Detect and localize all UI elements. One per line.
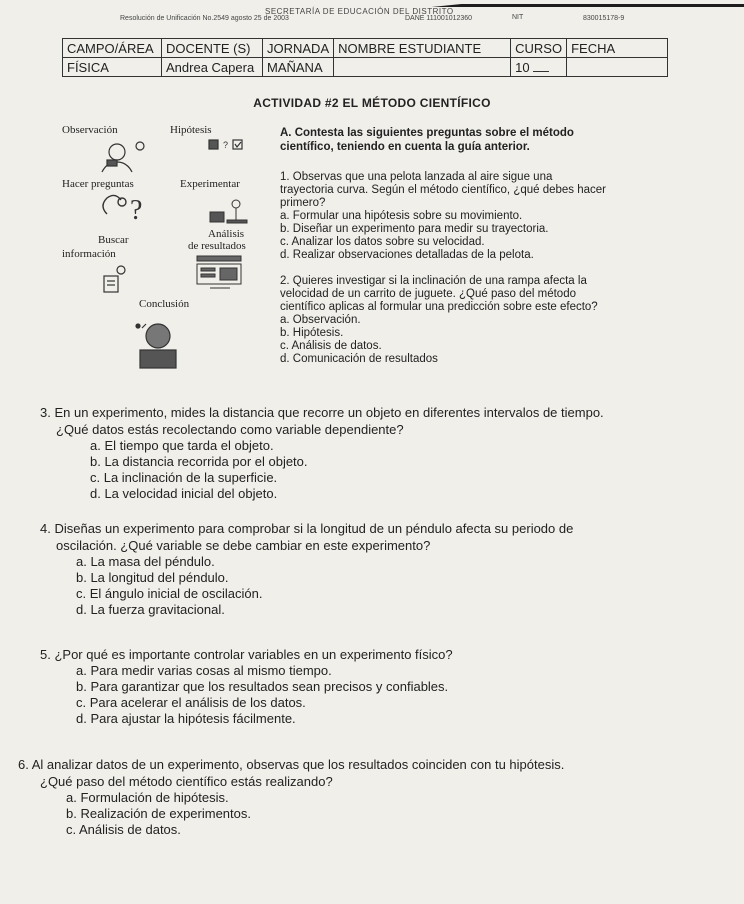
q3-option-a[interactable]: a. El tiempo que tarda el objeto. xyxy=(90,438,274,453)
q5-option-a[interactable]: a. Para medir varias cosas al mismo tiempo. xyxy=(76,663,332,678)
q5-option-b[interactable]: b. Para garantizar que los resultados sean precisos y confiables. xyxy=(76,679,449,694)
q3-option-d[interactable]: d. La velocidad inicial del objeto. xyxy=(90,486,278,501)
curso-value: 10 xyxy=(511,58,567,77)
question-3 xyxy=(40,404,730,502)
q3-line-1: 3. En un experimento, mides la distancia que recorre un objeto en diferentes intervalos de tiempo. xyxy=(40,405,604,420)
q2-option-c[interactable]: c. Análisis de datos. xyxy=(280,340,382,352)
q5-line-1: 5. ¿Por qué es importante controlar variables en un experimento físico? xyxy=(40,647,453,662)
scientific-method-diagram xyxy=(62,118,272,378)
jornada-value: MAÑANA xyxy=(263,58,334,77)
q6-line-1: 6. Al analizar datos de un experimento, observas que los resultados coinciden con tu hipótesis. xyxy=(18,757,565,772)
diagram-icons xyxy=(62,118,272,378)
label-informacion: información xyxy=(62,248,116,260)
label-conclusion: Conclusión xyxy=(139,298,190,310)
q2-option-b[interactable]: b. Hipótesis. xyxy=(280,327,344,339)
info-value-row xyxy=(63,58,668,77)
svg-text:?: ? xyxy=(130,195,143,226)
check-x-icon xyxy=(209,140,242,150)
svg-text:?: ? xyxy=(223,140,229,150)
q1-option-b[interactable]: b. Diseñar un experimento para medir su trayectoria. xyxy=(280,223,549,235)
question-2 xyxy=(280,275,700,366)
student-info-table xyxy=(62,38,668,77)
q2-line-3: científico aplicas al formular una predicción sobre este efecto? xyxy=(280,301,598,313)
label-analisis: Análisis xyxy=(208,228,245,240)
dane-text: DANE 111001012360 xyxy=(405,15,473,22)
section-a-line-2: científico, teniendo en cuenta la guía anterior. xyxy=(280,141,530,153)
question-1 xyxy=(280,171,700,262)
campo-header: CAMPO/ÁREA xyxy=(63,39,162,58)
q1-line-1: 1. Observas que una pelota lanzada al aire sigue una xyxy=(280,171,553,183)
magnifier-book-icon xyxy=(104,266,125,292)
q6-option-c[interactable]: c. Análisis de datos. xyxy=(66,822,181,837)
nit-number: 830015178-9 xyxy=(583,15,625,22)
lamp-question-icon xyxy=(103,195,142,226)
resolucion-text: Resolución de Unificación No.2549 agosto 25 de 2003 xyxy=(120,15,289,22)
q3-line-2: ¿Qué datos estás recolectando como variable dependiente? xyxy=(56,422,404,437)
q1-line-3: primero? xyxy=(280,197,326,209)
q6-option-a[interactable]: a. Formulación de hipótesis. xyxy=(66,790,229,805)
q4-option-a[interactable]: a. La masa del péndulo. xyxy=(76,554,215,569)
q6-options xyxy=(18,790,738,838)
q6-line-2: ¿Qué paso del método científico estás realizando? xyxy=(40,774,333,789)
q1-line-2: trayectoria curva. Según el método científico, ¿qué debes hacer xyxy=(280,184,607,196)
info-header-row xyxy=(63,39,668,58)
q2-option-a[interactable]: a. Observación. xyxy=(280,314,361,326)
question-4 xyxy=(40,520,730,618)
campo-value: FÍSICA xyxy=(63,58,162,77)
lab-equipment-icon xyxy=(210,200,247,223)
nombre-header: NOMBRE ESTUDIANTE xyxy=(334,39,511,58)
q6-option-b[interactable]: b. Realización de experimentos. xyxy=(66,806,251,821)
jornada-header: JORNADA xyxy=(263,39,334,58)
q4-options xyxy=(40,554,730,618)
q1-option-d[interactable]: d. Realizar observaciones detalladas de la pelota. xyxy=(280,249,534,261)
label-hacer-preguntas: Hacer preguntas xyxy=(62,178,134,190)
label-hipotesis: Hipótesis xyxy=(170,124,212,136)
docente-header: DOCENTE (S) xyxy=(162,39,263,58)
curso-header: CURSO xyxy=(511,39,567,58)
q1-option-c[interactable]: c. Analizar los datos sobre su velocidad. xyxy=(280,236,485,248)
question-6 xyxy=(18,756,738,838)
section-a-heading xyxy=(280,126,700,154)
docente-value: Andrea Capera xyxy=(162,58,263,77)
chart-screen-icon xyxy=(197,256,241,288)
nombre-field[interactable] xyxy=(334,58,511,77)
secretaria-text: SECRETARÍA DE EDUCACIÓN DEL DISTRITO xyxy=(265,7,454,16)
q5-option-d[interactable]: d. Para ajustar la hipótesis fácilmente. xyxy=(76,711,296,726)
nit-label: NIT xyxy=(512,14,524,21)
q4-line-1: 4. Diseñas un experimento para comprobar si la longitud de un péndulo afecta su periodo de xyxy=(40,521,574,536)
q4-option-b[interactable]: b. La longitud del péndulo. xyxy=(76,570,229,585)
question-5 xyxy=(40,646,730,727)
q5-option-c[interactable]: c. Para acelerar el análisis de los datos. xyxy=(76,695,306,710)
q4-line-2: oscilación. ¿Qué variable se debe cambiar en este experimento? xyxy=(56,538,431,553)
fecha-field[interactable] xyxy=(567,58,668,77)
q4-option-d[interactable]: d. La fuerza gravitacional. xyxy=(76,602,225,617)
label-experimentar: Experimentar xyxy=(180,178,240,190)
q2-line-1: 2. Quieres investigar si la inclinación de una rampa afecta la xyxy=(280,275,587,287)
fecha-header: FECHA xyxy=(567,39,668,58)
section-a-line-1: A. Contesta las siguientes preguntas sobre el método xyxy=(280,127,574,139)
q2-line-2: velocidad de un carrito de juguete. ¿Qué paso del método xyxy=(280,288,576,300)
q1-option-a[interactable]: a. Formular una hipótesis sobre su movimiento. xyxy=(280,210,523,222)
q4-option-c[interactable]: c. El ángulo inicial de oscilación. xyxy=(76,586,263,601)
q5-options xyxy=(40,663,730,727)
label-observacion: Observación xyxy=(62,124,118,136)
person-lightbulb-icon xyxy=(136,324,176,368)
q3-option-b[interactable]: b. La distancia recorrida por el objeto. xyxy=(90,454,308,469)
label-analisis-resultados: de resultados xyxy=(188,240,246,252)
man-thinking-icon xyxy=(102,142,144,172)
page-title: ACTIVIDAD #2 EL MÉTODO CIENTÍFICO xyxy=(253,96,491,110)
q2-option-d[interactable]: d. Comunicación de resultados xyxy=(280,353,438,365)
label-buscar: Buscar xyxy=(98,234,129,246)
q3-option-c[interactable]: c. La inclinación de la superficie. xyxy=(90,470,278,485)
q3-options xyxy=(40,438,730,502)
